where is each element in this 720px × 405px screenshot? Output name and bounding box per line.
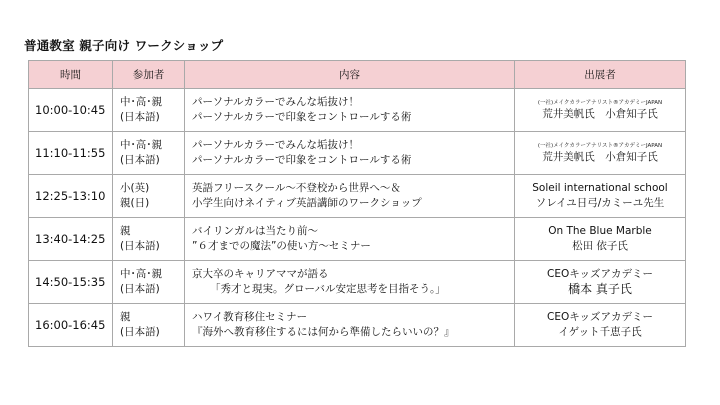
exhibitor-cell [515, 175, 686, 218]
table-header-row [29, 61, 686, 89]
exhibitor-name: 荒井美帆氏 小倉知子氏 [542, 150, 658, 163]
session-time: 12:25-13:10 [29, 175, 113, 218]
header-content: 内容 [185, 61, 515, 89]
header-participants: 参加者 [113, 61, 185, 89]
content-cell [185, 132, 515, 175]
participants-cell [113, 132, 185, 175]
participants-line: 小(英) [120, 182, 150, 194]
content-line: 「秀才と現実。グローバル安定思考を目指そう。」 [210, 283, 446, 295]
exhibitor-name: CEOキッズアカデミー [547, 311, 653, 323]
content-line: パーソナルカラーでみんな垢抜け！ [192, 96, 360, 108]
participants-cell [113, 261, 185, 304]
session-time: 14:50-15:35 [29, 261, 113, 304]
exhibitor-name: 荒井美帆氏 小倉知子氏 [542, 107, 658, 120]
participants-cell [113, 175, 185, 218]
participants-line: (日本語) [120, 111, 160, 123]
participants-line: 親(日) [120, 197, 150, 209]
participants-cell [113, 89, 185, 132]
content-line: パーソナルカラーで印象をコントロールする術 [192, 154, 412, 166]
header-time: 時間 [29, 61, 113, 89]
exhibitor-cell [515, 261, 686, 304]
content-line: 『海外へ教育移住するには何から準備したらいいの？』 [192, 326, 455, 338]
content-line: パーソナルカラーでみんな垢抜け！ [192, 139, 360, 151]
participants-line: 中･高･親 [120, 96, 162, 108]
exhibitor-cell [515, 132, 686, 175]
exhibitor-name: 橋本 真子氏 [568, 282, 632, 296]
exhibitor-name: 松田 依子氏 [572, 240, 628, 252]
exhibitor-cell [515, 89, 686, 132]
participants-line: (日本語) [120, 326, 160, 338]
participants-line: (日本語) [120, 283, 160, 295]
participants-line: 親 [120, 311, 131, 323]
content-line: バイリンガルは当たり前〜 [192, 225, 318, 237]
content-cell [185, 218, 515, 261]
schedule-table [28, 60, 686, 347]
content-line: 小学生向けネイティブ英語講師のワークショップ [192, 197, 422, 209]
session-time: 10:00-10:45 [29, 89, 113, 132]
exhibitor-name: イゲット千恵子氏 [558, 326, 642, 338]
table-row [29, 218, 686, 261]
participants-cell [113, 304, 185, 347]
content-line: ハワイ教育移住セミナー [192, 311, 308, 323]
participants-line: (日本語) [120, 154, 160, 166]
exhibitor-cell [515, 304, 686, 347]
exhibitor-name: ソレイユ日弓/カミーユ先生 [535, 197, 665, 209]
content-line: ”６才までの魔法”の使い方〜セミナー [192, 240, 371, 252]
content-line: 京大卒のキャリアママが語る [192, 268, 329, 280]
content-line: 英語フリースクール〜不登校から世界へ〜＆ [192, 182, 401, 194]
table-row [29, 261, 686, 304]
session-time: 11:10-11:55 [29, 132, 113, 175]
page-title: 普通教室 親子向け ワークショップ [24, 38, 224, 53]
exhibitor-name: Soleil international school [532, 182, 668, 194]
participants-line: 親 [120, 225, 131, 237]
exhibitor-name: On The Blue Marble [548, 225, 652, 237]
participants-line: 中･高･親 [120, 268, 162, 280]
table-row [29, 132, 686, 175]
content-cell [185, 304, 515, 347]
session-time: 16:00-16:45 [29, 304, 113, 347]
table-row [29, 304, 686, 347]
exhibitor-organization: (一社)メイクカラーアナリスト®アカデミーJAPAN [537, 99, 663, 106]
content-cell [185, 175, 515, 218]
participants-line: (日本語) [120, 240, 160, 252]
participants-cell [113, 218, 185, 261]
table-row [29, 89, 686, 132]
content-cell [185, 89, 515, 132]
session-time: 13:40-14:25 [29, 218, 113, 261]
exhibitor-organization: (一社)メイクカラーアナリスト®アカデミーJAPAN [537, 142, 663, 149]
content-cell [185, 261, 515, 304]
header-exhibitor: 出展者 [515, 61, 686, 89]
exhibitor-cell [515, 218, 686, 261]
table-row [29, 175, 686, 218]
exhibitor-name: CEOキッズアカデミー [547, 268, 653, 280]
content-line: パーソナルカラーで印象をコントロールする術 [192, 111, 412, 123]
participants-line: 中･高･親 [120, 139, 162, 151]
